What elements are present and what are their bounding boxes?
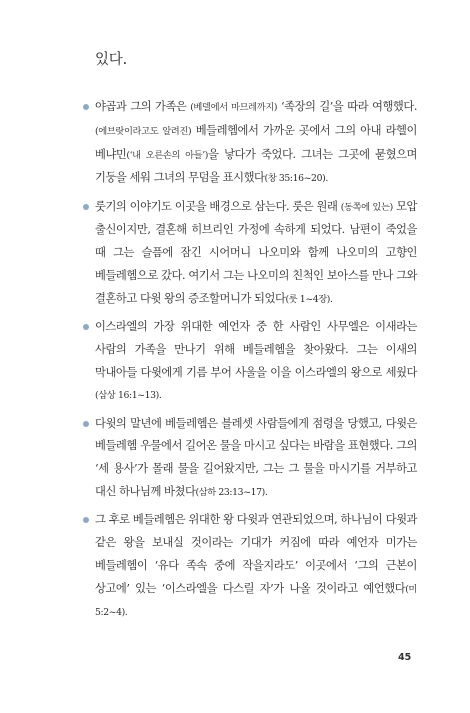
bullet-item [95,316,417,408]
lead-text: 있다. [95,52,128,68]
bullet-text: 모압 출신이지만, 결혼해 히브리인 가정에 속하게 되었다. 남편이 죽었을 때 그는 슬픔에 잠긴 시어머니 나오미와 함께 나오미의 고향인 베들레헴으로 갔다. 여기서 그는 나오미의 친척인 보아스를 만나 그와 결혼하고 다윗 왕의 증조할머니가 되었다 [95,199,417,305]
bullet-annotation: (동쪽에 있는) [340,201,393,213]
bullet-text: 이스라엘의 가장 위대한 예언자 중 한 사람인 사무엘은 이새라는 사람의 가족을 만나기 위해 베들레헴을 찾아왔다. 그는 이새의 막내아들 다윗에게 기름 부어 사울을 이을 이스라엘의 왕으로 세웠다 [95,319,417,379]
bullet-text: 룻기의 이야기도 이곳을 배경으로 삼는다. 룻은 원래 [95,199,341,213]
bullet-item [95,96,417,191]
page-number: 45 [398,652,412,663]
bullet-text: 다윗의 말년에 베들레헴은 블레셋 사람들에게 점령을 당했고, 다윗은 베들레헴 우물에서 길어온 물을 마시고 싶다는 바람을 표현했다. 그의 ‘세 용사’가 몰래 물을 길어왔지만, 그는 그 물을 마시기를 거부하고 대신 하나님께 바쳤다 [95,416,417,498]
bullet-item [95,509,417,625]
bullet-text: 그 후로 베들레헴은 위대한 왕 다윗과 연관되었으며, 하나님이 다윗과 같은 왕을 보내실 것이라는 기대가 커짐에 따라 예언자 미가는 베들레헴이 ‘유다 족속 중에 작을지라도’ 이곳에서 ‘그의 근본이 상고에’ 있는 ‘이스라엘을 다스릴 자’가 나올 것이라고 예언했다 [95,513,417,595]
bullet-annotation: (룻 1~4장). [285,293,333,305]
bullet-text: ‘족장의 길’을 따라 여행했다. [277,100,417,113]
bullet-list [95,96,417,629]
bullet-annotation: (미 5:2~4). [95,583,417,619]
bullet-annotation: (삼하 23:13~17). [195,486,268,498]
bullet-annotation: (창 35:16~20). [264,173,328,185]
bullet-item [95,413,417,505]
bullet-text: 야곱과 그의 가족은 [95,100,191,113]
bullet-annotation: (‘내 오른손의 아들’) [126,149,209,161]
bullet-text: 을 낳다가 죽었다. 그녀는 그곳에 묻혔으며 기둥을 세워 그녀의 무덤을 표시했다 [95,147,417,185]
bullet-item [95,196,417,312]
bullet-text: 베들레헴에서 가까운 곳에서 그의 아내 라헬이 베냐민 [95,123,417,161]
bullet-annotation: (삼상 16:1~13). [95,390,162,402]
bullet-annotation: (에브랏이라고도 알려진) [95,125,192,137]
bullet-annotation: (베델에서 마므레까지) [190,102,278,113]
